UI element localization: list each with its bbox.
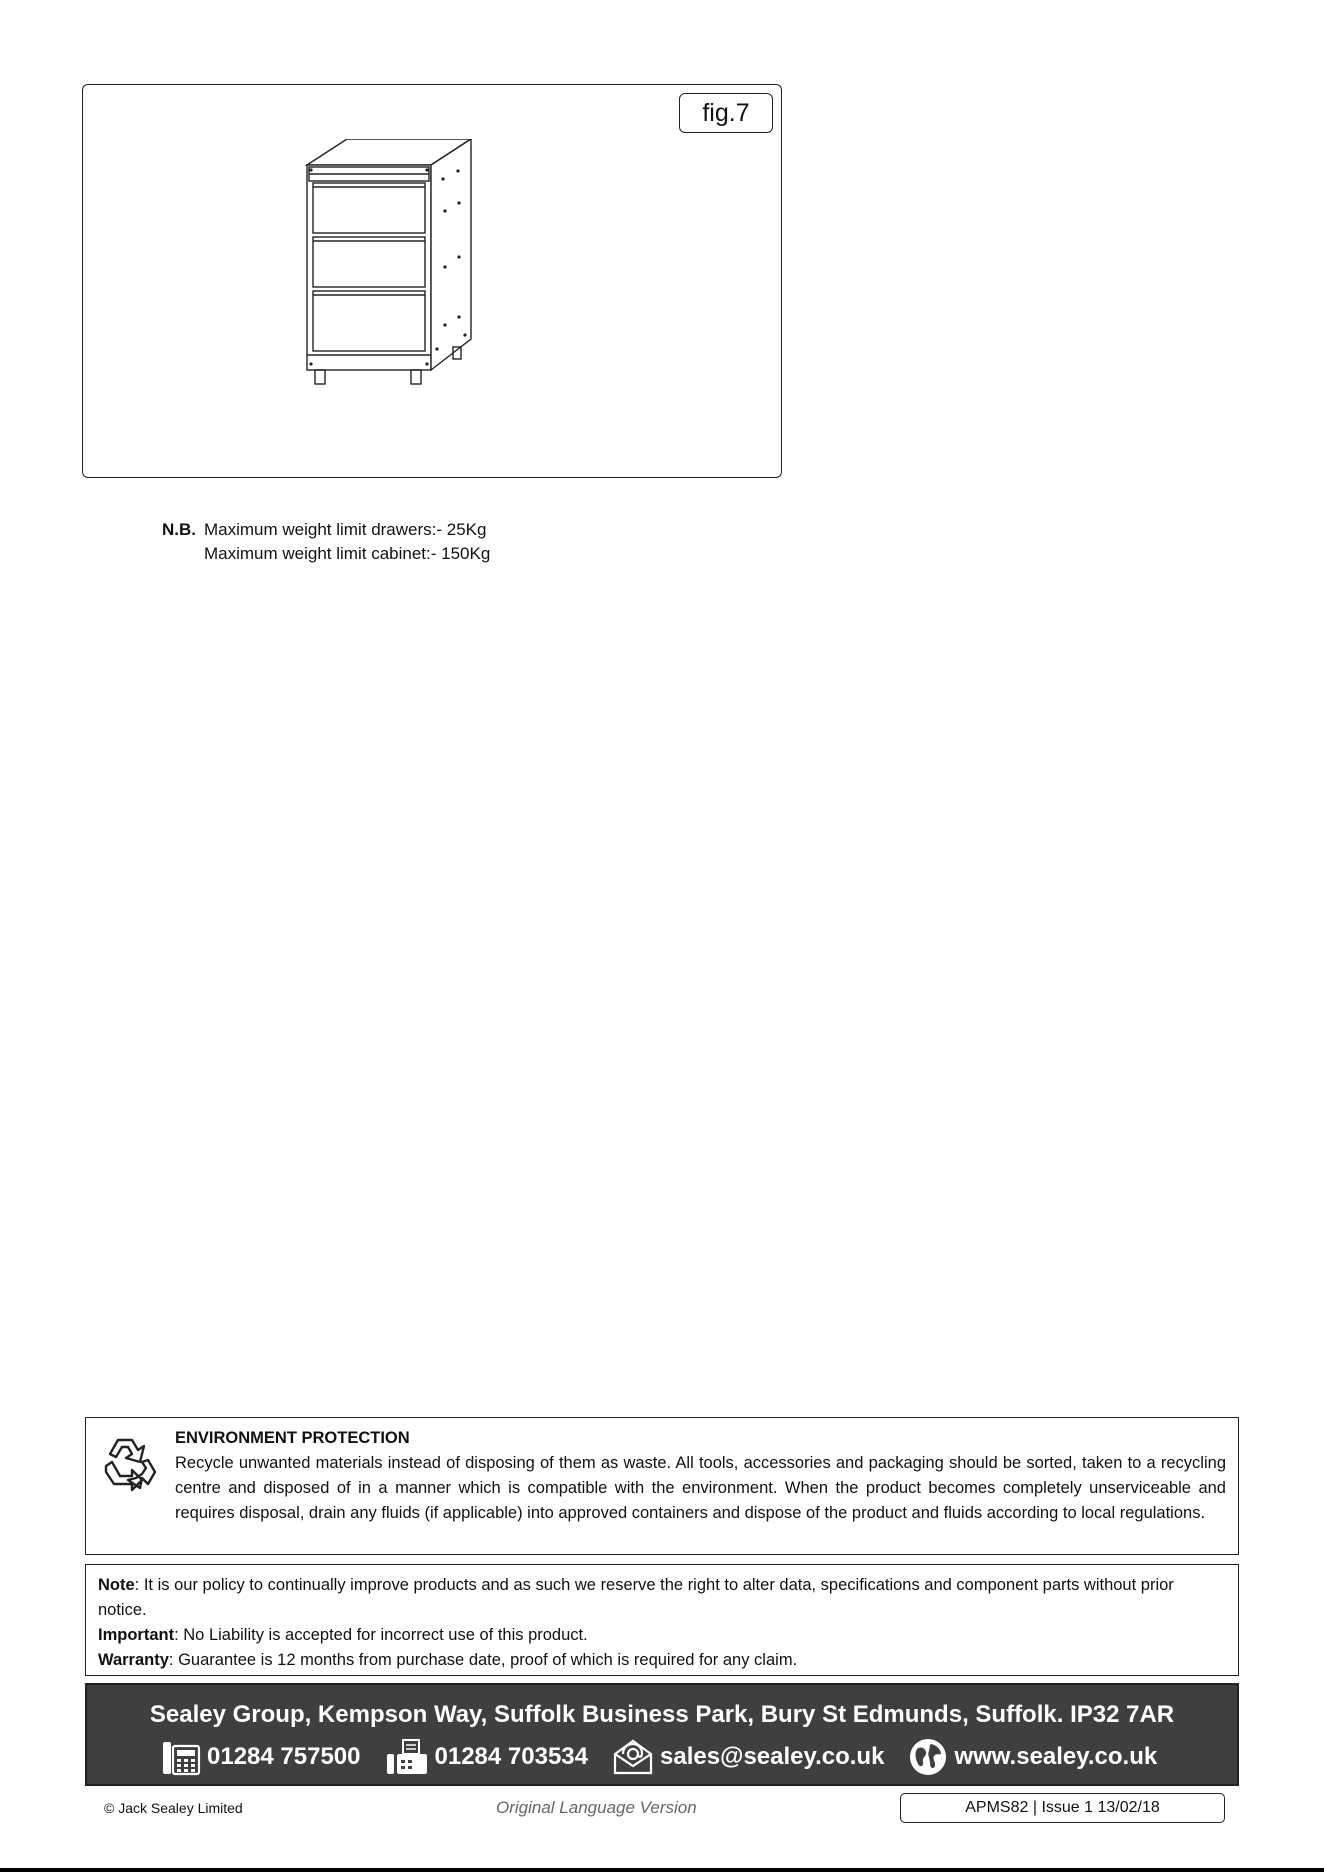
figure-panel	[82, 84, 782, 478]
phone-number: 01284 757500	[207, 1743, 361, 1770]
fax-contact[interactable]	[385, 1738, 589, 1776]
email-contact[interactable]	[612, 1738, 884, 1776]
weight-limit-note	[162, 518, 490, 566]
copyright-text: © Jack Sealey Limited	[104, 1800, 243, 1816]
fax-number: 01284 703534	[434, 1743, 588, 1770]
issue-number: APMS82 | Issue 1 13/02/18	[900, 1793, 1225, 1823]
bottom-rule	[0, 1868, 1324, 1872]
warranty-text: : Guarantee is 12 months from purchase date, proof of which is required for any claim.	[168, 1651, 798, 1669]
environment-protection-box	[85, 1417, 1239, 1555]
globe-icon	[908, 1737, 948, 1777]
note-line	[98, 1573, 1226, 1623]
note-text: : It is our policy to continually improve products and as such we reserve the right to alter data, specifications and component parts without prior notice.	[98, 1576, 1174, 1619]
figure-label: fig.7	[679, 93, 773, 133]
policy-notes-box	[85, 1564, 1239, 1676]
company-address: Sealey Group, Kempson Way, Suffolk Business Park, Bury St Edmunds, Suffolk. IP32 7AR	[149, 1701, 1175, 1728]
environment-text: Recycle unwanted materials instead of disposing of them as waste. All tools, accessories and packaging should be sorted, taken to a recycling centre and disposed of in a manner which is compatible with the environment. When the product becomes completely unserviceable and requires disposal, drain any fluids (if applicable) into approved containers and dispose of the product and fluids according to local regulations.	[175, 1454, 1226, 1522]
note-label: Note	[98, 1576, 135, 1594]
fax-icon	[385, 1738, 429, 1776]
important-text: : No Liability is accepted for incorrect use of this product.	[174, 1626, 588, 1644]
cabinet-illustration	[295, 139, 495, 399]
nb-prefix: N.B.	[162, 520, 196, 539]
email-icon	[612, 1738, 654, 1776]
contact-row	[161, 1737, 1181, 1777]
website-url: www.sealey.co.uk	[954, 1743, 1158, 1770]
phone-contact[interactable]	[161, 1738, 361, 1776]
important-label: Important	[98, 1626, 175, 1644]
recycle-icon	[98, 1432, 162, 1496]
telephone-icon	[161, 1738, 201, 1776]
warranty-line	[98, 1648, 1226, 1673]
environment-title: ENVIRONMENT PROTECTION	[175, 1429, 410, 1447]
contact-banner	[85, 1683, 1239, 1786]
language-version: Original Language Version	[496, 1798, 697, 1817]
important-line	[98, 1623, 1226, 1648]
drawer-weight-limit: Maximum weight limit drawers:- 25Kg	[204, 520, 487, 539]
cabinet-weight-limit: Maximum weight limit cabinet:- 150Kg	[204, 544, 491, 563]
warranty-label: Warranty	[98, 1651, 169, 1669]
email-address: sales@sealey.co.uk	[660, 1743, 885, 1770]
web-contact[interactable]	[908, 1737, 1157, 1777]
